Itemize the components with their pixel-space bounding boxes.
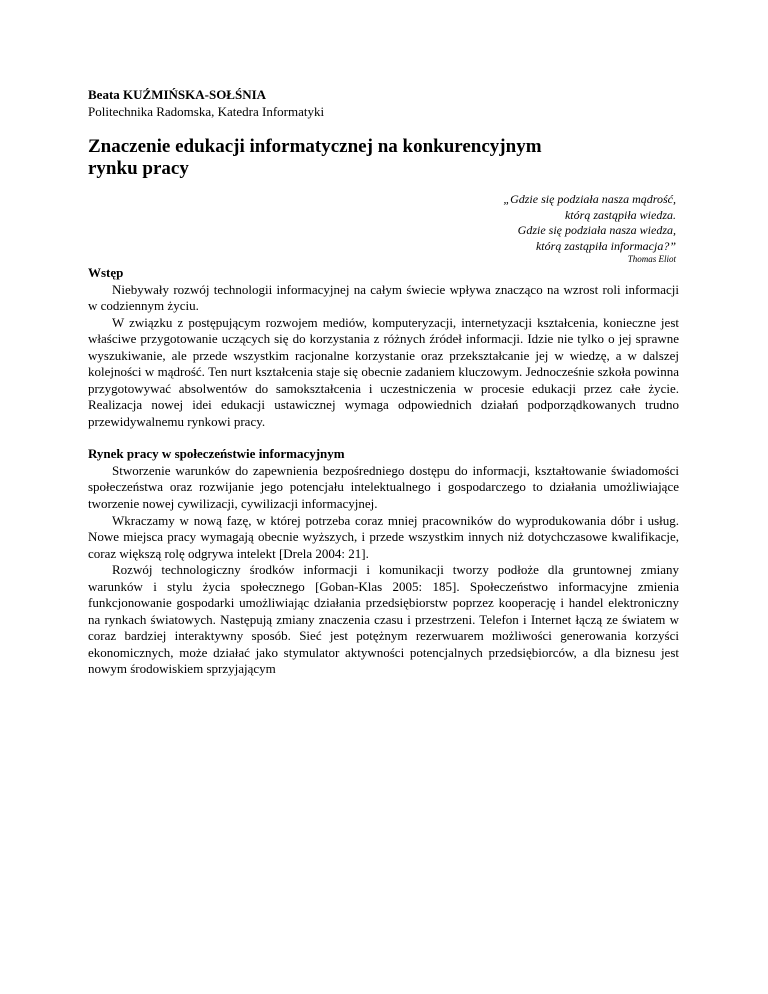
paragraph: Niebywały rozwój technologii informacyjnej na całym świecie wpływa znacząco na wzrost roli informacji w codziennym życiu.: [88, 281, 679, 314]
section-heading-labor-market: Rynek pracy w społeczeństwie informacyjnym: [88, 446, 345, 462]
paragraph: Rozwój technologiczny środków informacji i komunikacji tworzy podłoże dla gruntownej zmiany warunków i stylu życia społecznego [Goban-Klas 2005: 185]. Społeczeństwo informacyjne zmienia funkcjonowanie gospodarki umożliwiając działania przedsiębiorstw poprzez kooperację i handel elektroniczny na rynkach światowych. Następują zmiany znaczenia czasu i przestrzeni. Telefon i Internet łączą ze światem w coraz bardziej interaktywny sposób. Sieć jest potężnym rezerwuarem możliwości generowania korzyści ekonomicznych, może działać jako stymulator aktywności potencjalnych przedsiębiorców, a dla biznesu jest nowym środowiskiem sprzyjającym: [88, 562, 679, 677]
epigraph-author: Thomas Eliot: [627, 254, 676, 264]
paper-title: Znaczenie edukacji informatycznej na konkurencyjnym rynku pracy: [88, 136, 542, 179]
author-affiliation: Politechnika Radomska, Katedra Informatyki: [88, 104, 325, 119]
paragraph: Stworzenie warunków do zapewnienia bezpośredniego dostępu do informacji, kształtowanie świadomości społeczeństwa oraz rozwijanie jego potencjału intelektualnego i gospodarczego to działania umożliwiające tworzenie nowej cywilizacji, cywilizacji informacyjnej.: [88, 462, 679, 512]
epigraph: [88, 192, 679, 254]
paragraph: W związku z postępującym rozwojem mediów, komputeryzacji, internetyzacji kształcenia, konieczne jest właściwe przygotowanie uczących się do korzystania z różnych źródeł informacji. Idzie nie tylko o jej sprawne wyszukiwanie, ale przede wszystkim racjonalne korzystanie oraz przekształcanie jej w wiedzę, a w dalszej kolejności w mądrość. Ten nurt kształcenia staje się obecnie zadaniem kluczowym. Jednocześnie szkoła powinna przygotowywać absolwentów do samokształcenia i uczestniczenia w procesie edukacji przez całe życie. Realizacja nowej idei edukacji ustawicznej wymaga odpowiednich działań podporządkowanych trudno przewidywalnemu rynkowi pracy.: [88, 314, 679, 429]
epigraph-line: którą zastąpiła informacja?”: [535, 238, 676, 253]
epigraph-line: którą zastąpiła wiedza.: [564, 207, 676, 222]
epigraph-line: Gdzie się podziała nasza wiedza,: [517, 223, 676, 237]
epigraph-line: „Gdzie się podziała nasza mądrość,: [503, 192, 676, 206]
section-heading-introduction: Wstęp: [88, 265, 124, 280]
paragraph: Wkraczamy w nową fazę, w której potrzeba coraz mniej pracowników do wyprodukowania dóbr i usług. Nowe miejsca pracy wymagają obecnie wyższych, i przede wszystkim innych niż dotychczasowe kwalifikacje, coraz większą rolę odgrywa intelekt [Drela 2004: 21].: [88, 512, 679, 561]
document-page: [88, 86, 679, 678]
author-name: Beata KUŹMIŃSKA-SOŁŚNIA: [88, 87, 267, 102]
